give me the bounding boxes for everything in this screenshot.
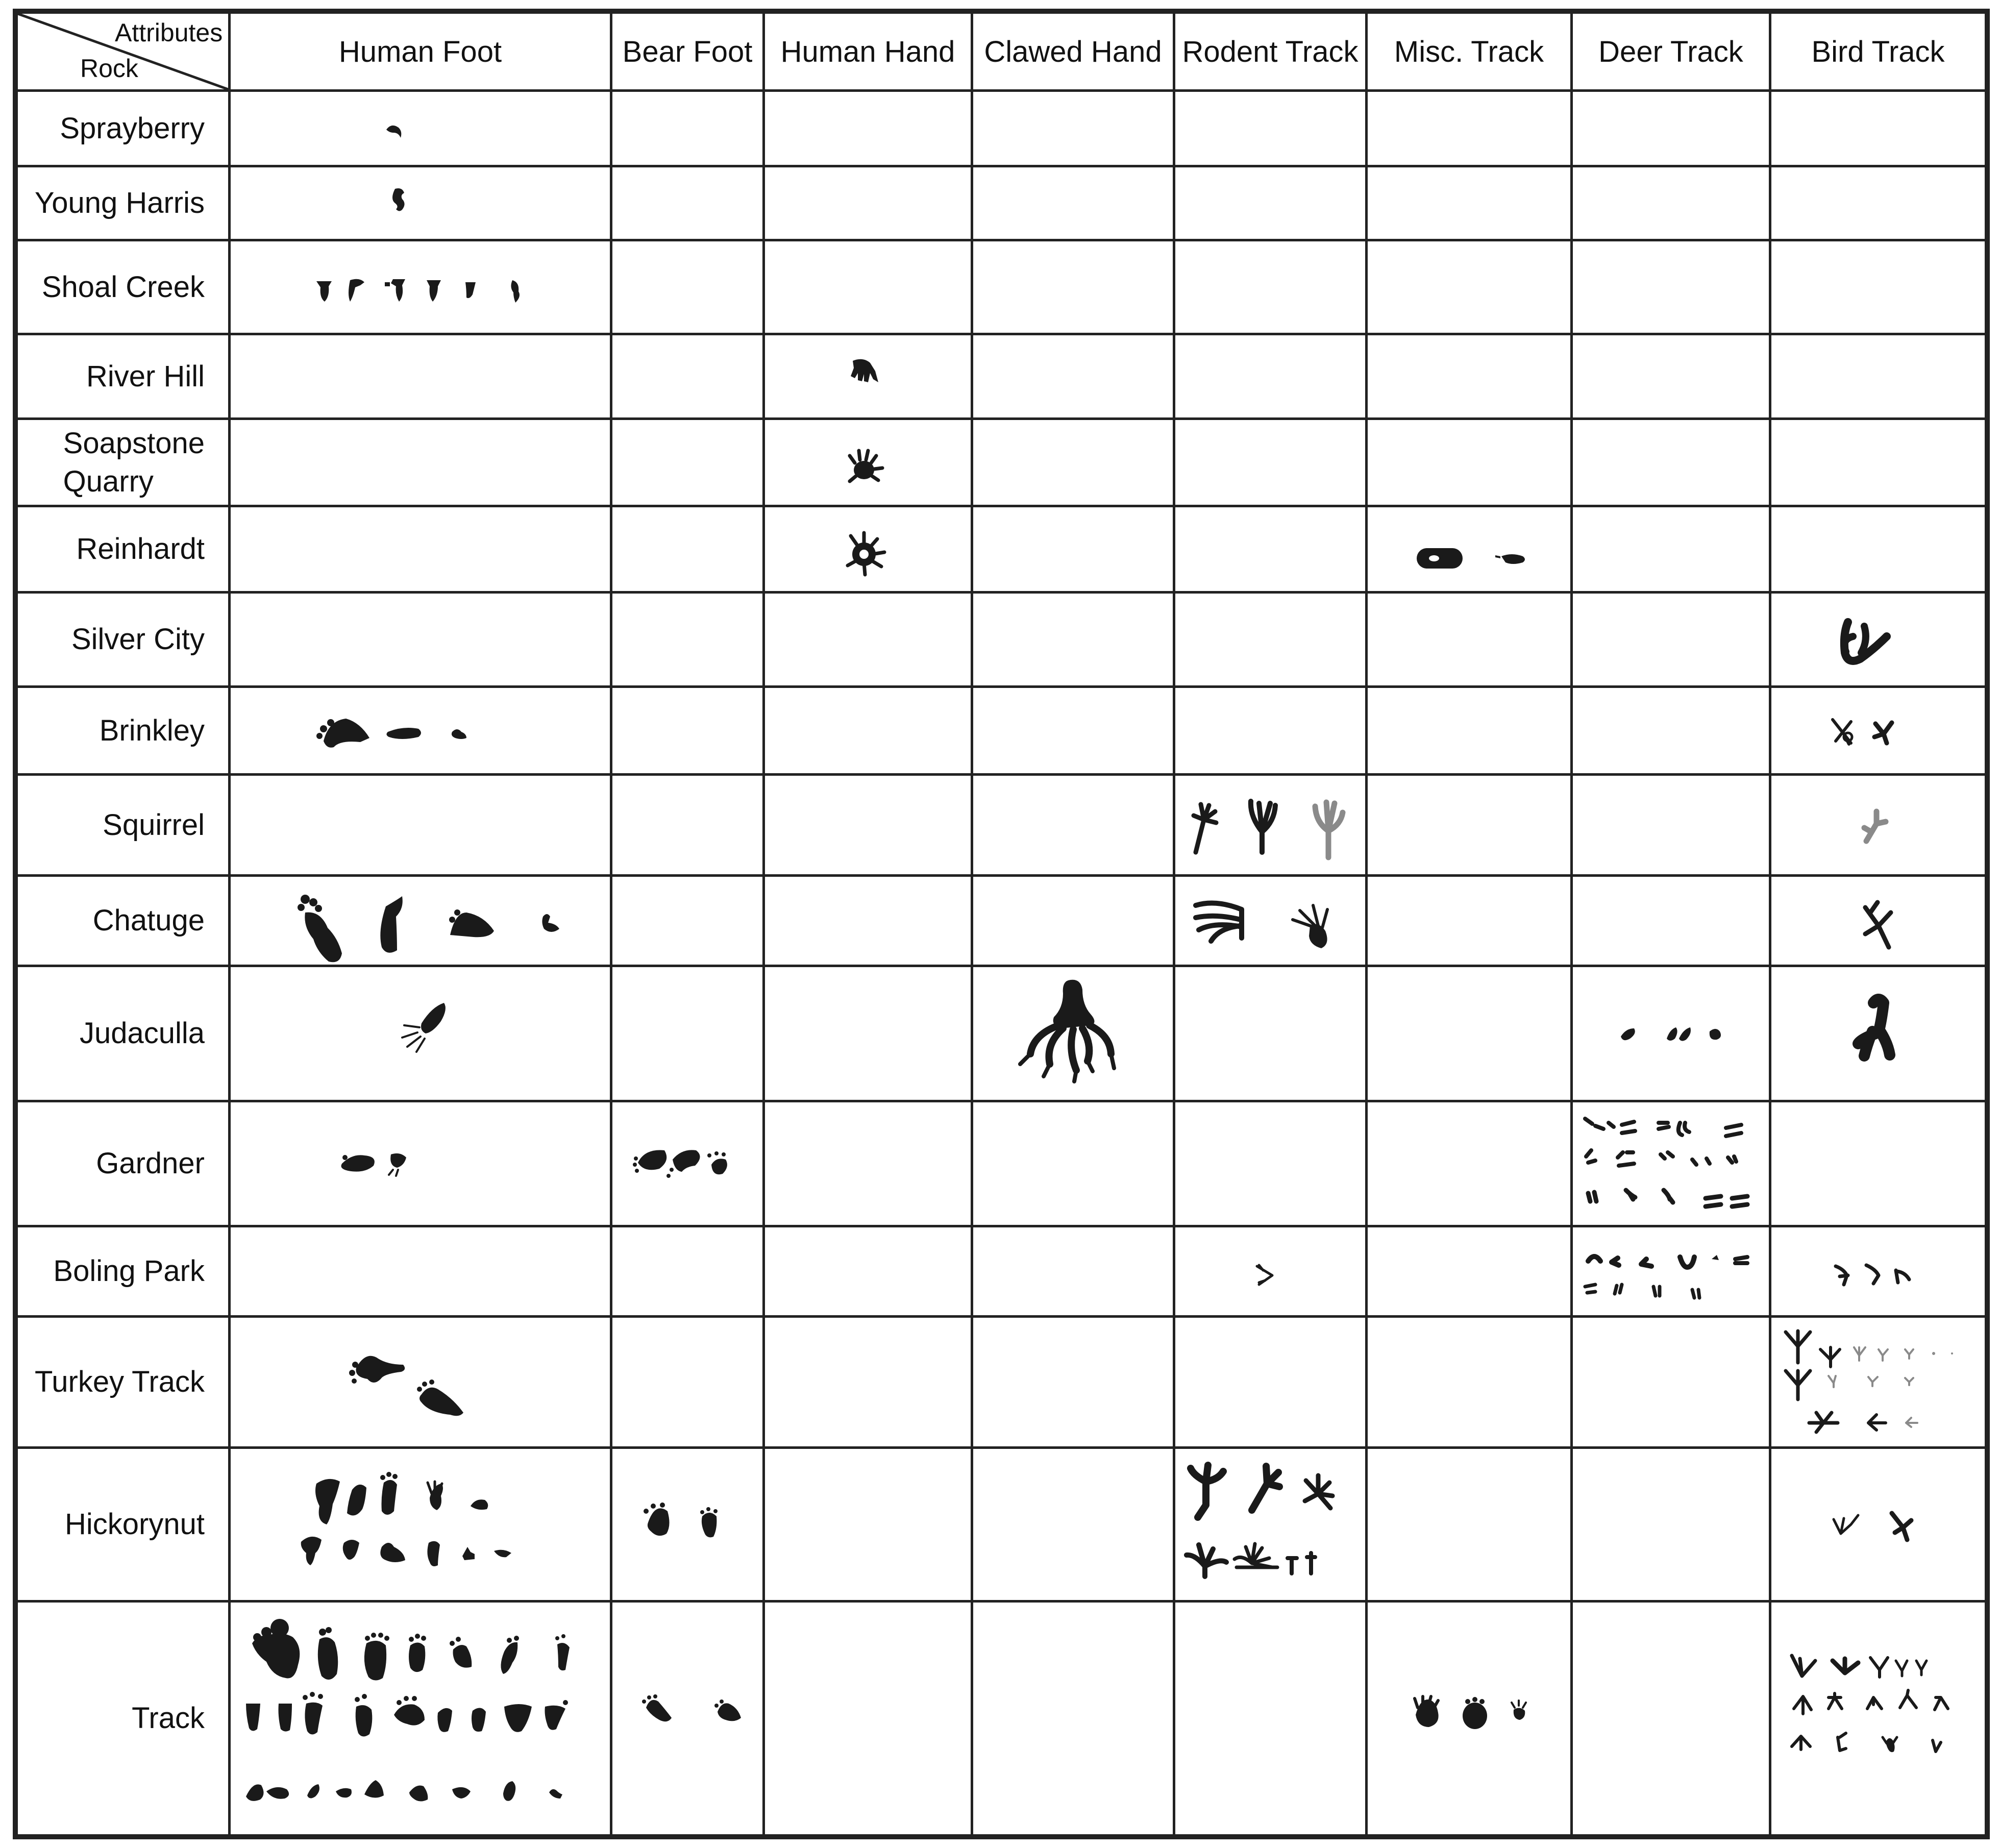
- rodent-track-icon: [1175, 1449, 1365, 1600]
- footprint-icon: [231, 241, 610, 333]
- reinhardt-misc-track-cell: [1368, 507, 1570, 591]
- row-label-track: Track: [132, 1702, 205, 1735]
- gardner-bear-foot-cell: [612, 1102, 762, 1225]
- brinkley-bird-track-cell: [1771, 688, 1985, 773]
- column-header-rodent-track: Rodent Track: [1182, 35, 1359, 68]
- chatuge-bird-track-cell: [1771, 877, 1985, 965]
- judaculla-deer-track-cell: [1573, 967, 1769, 1100]
- silver-city-bird-track-cell: [1771, 594, 1985, 685]
- rodent-track-icon: [1175, 877, 1365, 965]
- track-bird-track-cell: [1771, 1603, 1985, 1834]
- brinkley-human-foot-cell: [231, 688, 610, 773]
- row-label-judaculla: Judaculla: [79, 1017, 205, 1050]
- row-label-sprayberry: Sprayberry: [60, 111, 205, 145]
- young-harris-human-foot-cell: [231, 167, 610, 239]
- row-label-boling-park: Boling Park: [53, 1254, 205, 1288]
- judaculla-bird-track-cell: [1771, 967, 1985, 1100]
- boling-park-rodent-track-cell: [1175, 1227, 1365, 1315]
- row-label-reinhardt: Reinhardt: [76, 532, 205, 566]
- row-label-soapstone-quarry: Soapstone Quarry: [63, 426, 205, 498]
- row-label-young-harris: Young Harris: [34, 186, 205, 220]
- bird-track-icon: [1771, 1227, 1985, 1315]
- handprint-icon: [765, 335, 971, 417]
- column-divider: [1365, 14, 1368, 1834]
- column-header-human-hand: Human Hand: [780, 35, 955, 68]
- corner-attributes-label: Attributes: [115, 18, 223, 47]
- rodent-track-icon: [1175, 1227, 1365, 1315]
- judaculla-clawed-hand-cell: [973, 967, 1173, 1100]
- row-label-squirrel: Squirrel: [103, 808, 205, 842]
- turkey-track-bird-track-cell: [1771, 1318, 1985, 1446]
- column-divider: [1570, 14, 1573, 1834]
- misc-track-icon: [1368, 507, 1570, 591]
- bird-track-icon: [1771, 877, 1985, 965]
- deer-hoof-icon: [1573, 1227, 1769, 1315]
- squirrel-bird-track-cell: [1771, 776, 1985, 874]
- column-header-clawed-hand: Clawed Hand: [984, 35, 1162, 68]
- footprint-icon: [231, 1318, 610, 1446]
- column-header-bear-foot: Bear Foot: [622, 35, 753, 68]
- squirrel-rodent-track-cell: [1175, 776, 1365, 874]
- footprint-icon: [231, 877, 610, 965]
- deer-hoof-icon: [1573, 1102, 1769, 1225]
- row-divider: [18, 773, 1985, 776]
- column-header-human-foot: Human Foot: [338, 35, 502, 68]
- row-label-hickorynut: Hickorynut: [65, 1508, 205, 1541]
- bear-paw-icon: [612, 1449, 762, 1600]
- footprint-icon: [231, 967, 610, 1100]
- hickorynut-bird-track-cell: [1771, 1449, 1985, 1600]
- bird-track-icon: [1771, 688, 1985, 773]
- row-label-river-hill: River Hill: [86, 359, 205, 393]
- column-divider: [971, 14, 973, 1834]
- clawed-hand-icon: [973, 967, 1173, 1100]
- boling-park-deer-track-cell: [1573, 1227, 1769, 1315]
- column-header-deer-track: Deer Track: [1598, 35, 1743, 68]
- misc-track-icon: [1368, 1603, 1570, 1834]
- shoal-creek-human-foot-cell: [231, 241, 610, 333]
- river-hill-human-hand-cell: [765, 335, 971, 417]
- chatuge-rodent-track-cell: [1175, 877, 1365, 965]
- footprint-icon: [231, 688, 610, 773]
- hickorynut-rodent-track-cell: [1175, 1449, 1365, 1600]
- track-human-foot-cell: [231, 1603, 610, 1834]
- track-bear-foot-cell: [612, 1603, 762, 1834]
- footprint-icon: [231, 1449, 610, 1600]
- gardner-deer-track-cell: [1573, 1102, 1769, 1225]
- petroglyph-attribute-table: [13, 9, 1990, 1839]
- row-label-chatuge: Chatuge: [92, 904, 205, 938]
- reinhardt-human-hand-cell: [765, 507, 971, 591]
- hickorynut-human-foot-cell: [231, 1449, 610, 1600]
- bear-paw-icon: [612, 1603, 762, 1834]
- row-divider: [18, 505, 1985, 507]
- corner-rock-label: Rock: [80, 54, 138, 83]
- footprint-icon: [231, 1603, 610, 1834]
- bird-track-icon: [1771, 1603, 1985, 1834]
- bird-track-icon: [1771, 594, 1985, 685]
- sprayberry-human-foot-cell: [231, 92, 610, 165]
- turkey-track-human-foot-cell: [231, 1318, 610, 1446]
- row-divider: [18, 591, 1985, 594]
- row-label-brinkley: Brinkley: [99, 713, 205, 747]
- handprint-icon: [765, 507, 971, 591]
- boling-park-bird-track-cell: [1771, 1227, 1985, 1315]
- row-divider: [18, 417, 1985, 420]
- row-divider: [18, 333, 1985, 335]
- footprint-icon: [231, 167, 610, 239]
- soapstone-quarry-human-hand-cell: [765, 420, 971, 505]
- bird-track-icon: [1771, 967, 1985, 1100]
- deer-hoof-icon: [1573, 967, 1769, 1100]
- row-label-turkey-track: Turkey Track: [34, 1365, 205, 1399]
- rodent-track-icon: [1175, 776, 1365, 874]
- hickorynut-bear-foot-cell: [612, 1449, 762, 1600]
- track-misc-track-cell: [1368, 1603, 1570, 1834]
- handprint-icon: [765, 420, 971, 505]
- bird-track-icon: [1771, 1318, 1985, 1446]
- judaculla-human-foot-cell: [231, 967, 610, 1100]
- row-label-silver-city: Silver City: [71, 623, 205, 656]
- row-label-shoal-creek: Shoal Creek: [41, 270, 205, 304]
- bird-track-icon: [1771, 1449, 1985, 1600]
- footprint-icon: [231, 92, 610, 165]
- bear-paw-icon: [612, 1102, 762, 1225]
- footprint-icon: [231, 1102, 610, 1225]
- chatuge-human-foot-cell: [231, 877, 610, 965]
- column-header-bird-track: Bird Track: [1811, 35, 1945, 68]
- bird-track-icon: [1771, 776, 1985, 874]
- gardner-human-foot-cell: [231, 1102, 610, 1225]
- column-header-misc-track: Misc. Track: [1394, 35, 1544, 68]
- row-label-gardner: Gardner: [96, 1147, 205, 1180]
- column-divider: [762, 14, 765, 1834]
